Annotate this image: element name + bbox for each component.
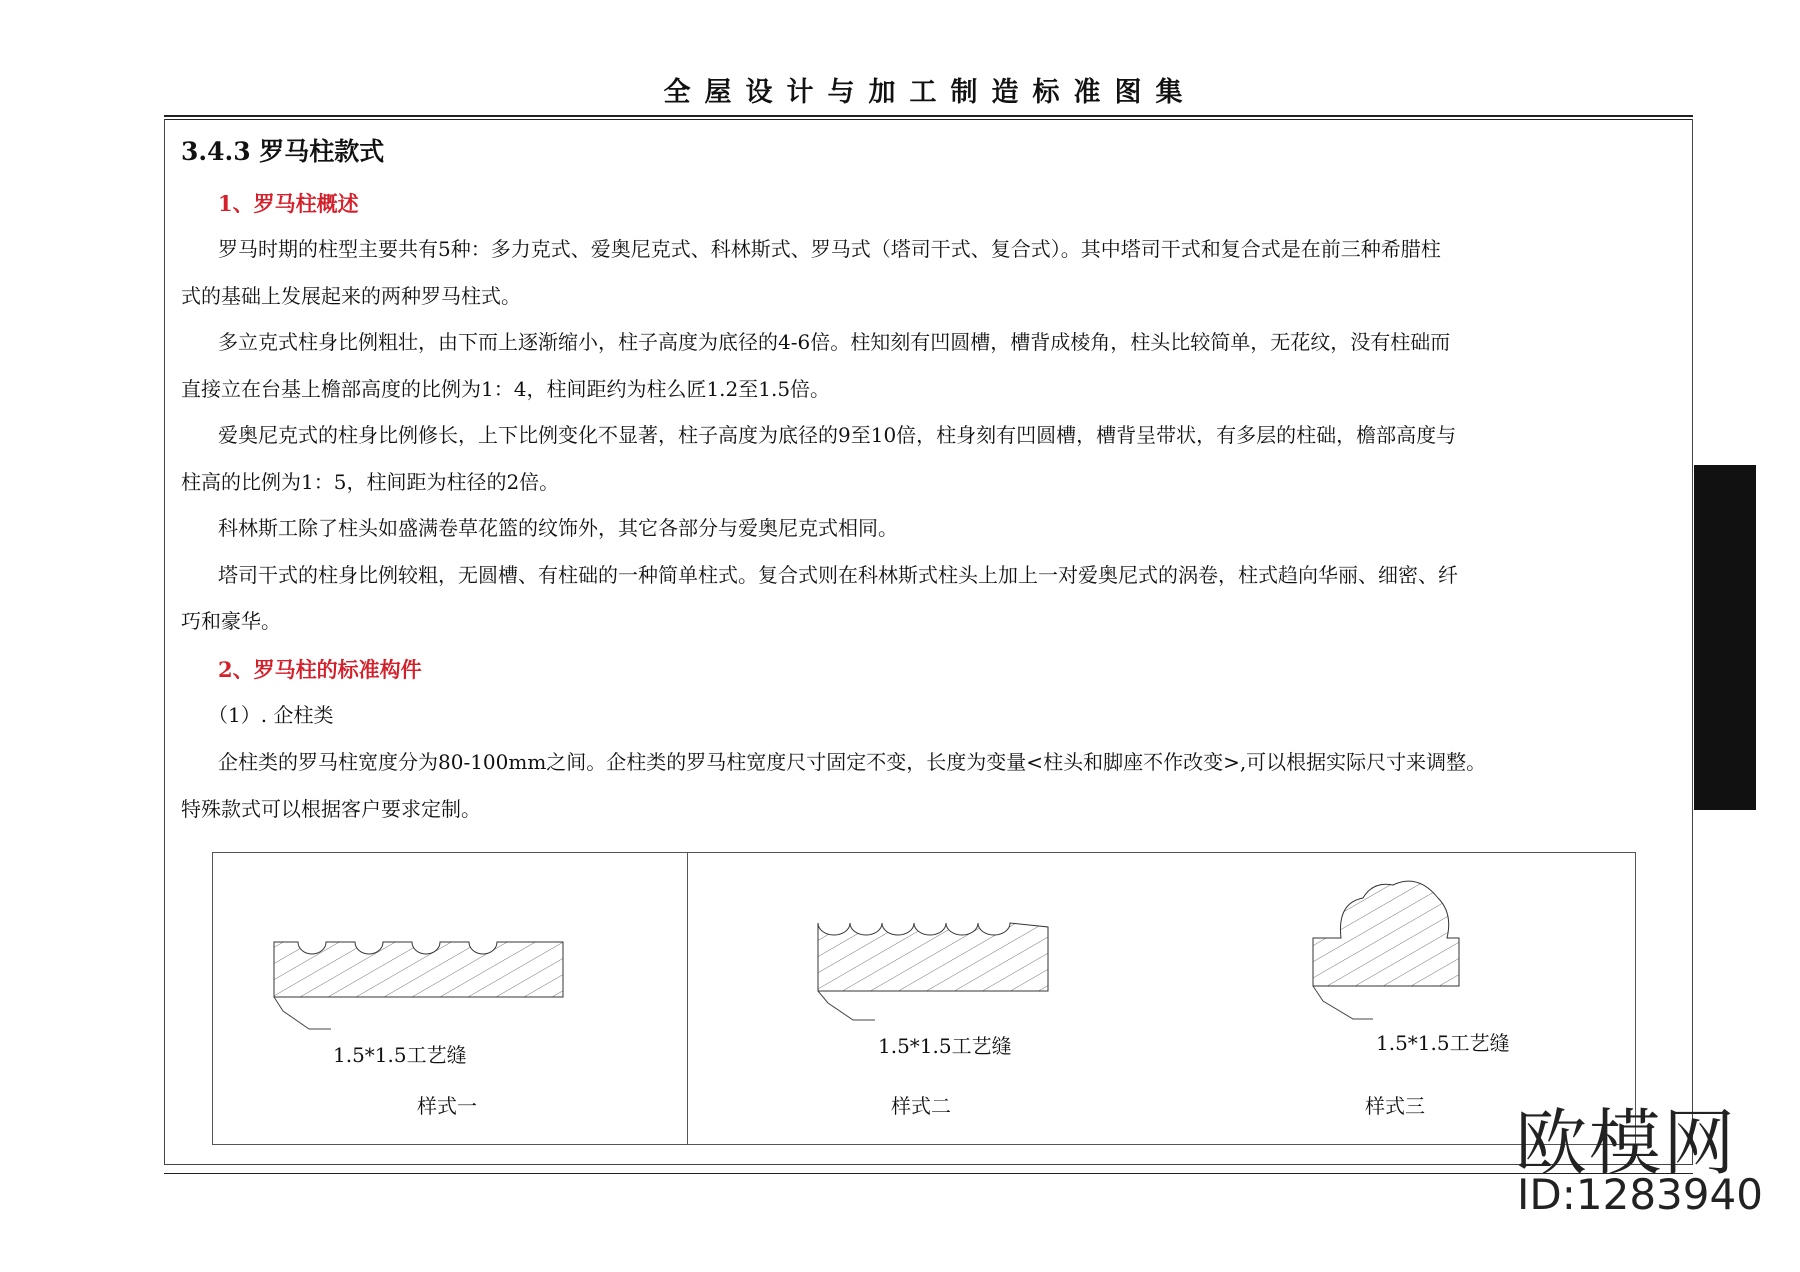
- watermark-logo: 欧模网: [1515, 1101, 1738, 1185]
- profile-style-1: [274, 942, 563, 1029]
- page-title: 全屋设计与加工制造标准图集: [663, 77, 1197, 108]
- profile-style-3: [1313, 881, 1459, 1019]
- profile-figure: [212, 852, 1636, 1145]
- callout-style-2: 1.5*1.5工艺缝: [878, 1034, 1012, 1058]
- subheading-overview: 1、罗马柱概述: [218, 191, 359, 216]
- paragraph-line: 柱高的比例为1：5，柱间距为柱径的2倍。: [181, 469, 560, 494]
- paragraph-line: 罗马时期的柱型主要共有5种：多力克式、爱奥尼克式、科林斯式、罗马式（塔司干式、复合式）。其中塔司干式和复合式是在前三种希腊柱: [218, 237, 1441, 261]
- paragraph-line: 式的基础上发展起来的两种罗马柱式。: [181, 283, 521, 308]
- paragraph-line: 直接立在台基上檐部高度的比例为1：4，柱间距约为柱么匠1.2至1.5倍。: [181, 376, 831, 401]
- body-text: [181, 226, 1458, 645]
- paragraph-line: 多立克式柱身比例粗壮，由下而上逐渐缩小，柱子高度为底径的4-6倍。柱知刻有凹圆槽，槽背成棱角，柱头比较简单，无花纹，没有柱础而: [218, 330, 1451, 354]
- callout-style-3: 1.5*1.5工艺缝: [1376, 1031, 1510, 1055]
- callout-style-1: 1.5*1.5工艺缝: [333, 1043, 467, 1067]
- side-tab: [1694, 465, 1756, 810]
- footer-rule: [164, 1173, 1693, 1174]
- label-style-3: 样式三: [1365, 1094, 1425, 1118]
- label-style-2: 样式二: [891, 1094, 951, 1118]
- profile-style-2: [818, 923, 1048, 1020]
- paragraph-line: 特殊款式可以根据客户要求定制。: [181, 796, 481, 821]
- paragraph-line: 爱奥尼克式的柱身比例修长，上下比例变化不显著，柱子高度为底径的9至10倍，柱身刻有凹圆槽，槽背呈带状，有多层的柱础，檐部高度与: [218, 423, 1457, 447]
- item-heading: （1）. 企柱类: [208, 703, 334, 727]
- paragraph-line: 塔司干式的柱身比例较粗，无圆槽、有柱础的一种简单柱式。复合式则在科林斯式柱头上加上一对爱奥尼式的涡卷，柱式趋向华丽、细密、纤: [218, 562, 1458, 587]
- label-style-1: 样式一: [417, 1094, 477, 1118]
- paragraph-line: 企柱类的罗马柱宽度分为80-100mm之间。企柱类的罗马柱宽度尺寸固定不变，长度为变量<柱头和脚座不作改变>,可以根据实际尺寸来调整。: [218, 750, 1487, 774]
- paragraph-line: 科林斯工除了柱头如盛满卷草花篮的纹饰外，其它各部分与爱奥尼克式相同。: [218, 516, 898, 540]
- watermark-id: ID:1283940: [1517, 1170, 1763, 1219]
- section-heading: 3.4.3 罗马柱款式: [181, 137, 385, 166]
- header-rule: [164, 115, 1693, 117]
- paragraph-line: 巧和豪华。: [181, 609, 281, 633]
- subheading-components: 2、罗马柱的标准构件: [218, 657, 422, 682]
- item-body: [181, 739, 1486, 832]
